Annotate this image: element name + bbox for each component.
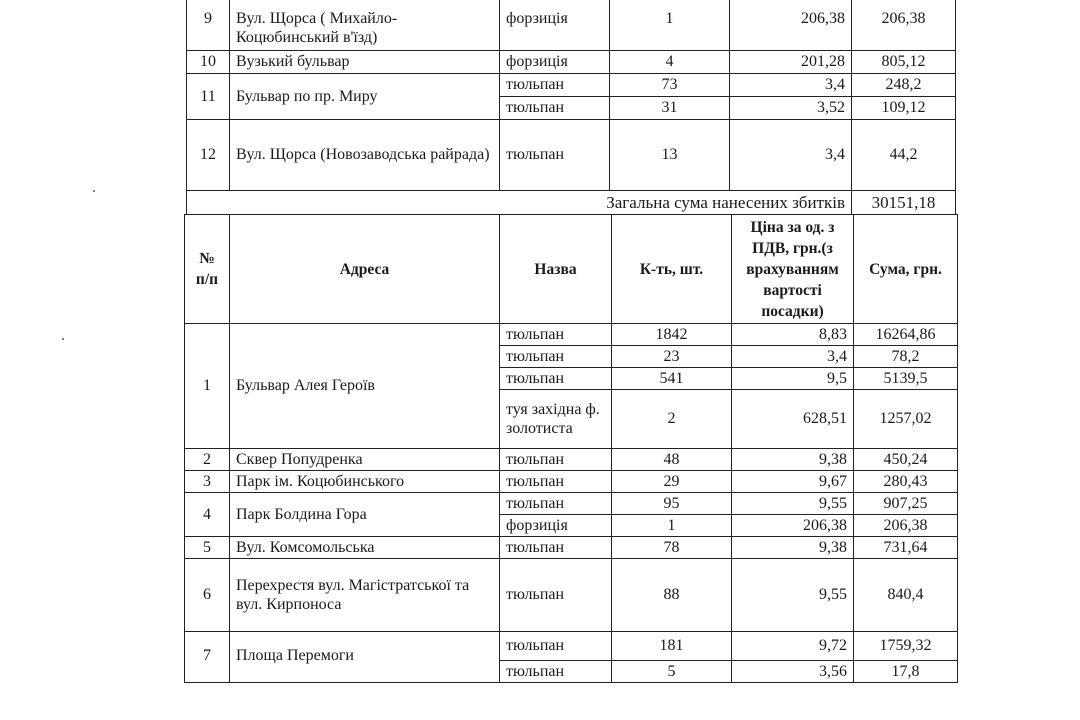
- sum-cell: 44,2: [852, 120, 956, 191]
- sum-cell: 17,8: [854, 661, 958, 683]
- plant-name-cell: тюльпан: [500, 449, 612, 471]
- quantity-cell: 5: [612, 661, 732, 683]
- plant-name-cell: туя західна ф. золотиста: [500, 390, 612, 449]
- price-cell: 3,4: [732, 346, 854, 368]
- row-number: 9: [187, 0, 230, 51]
- price-cell: 9,38: [732, 537, 854, 559]
- price-cell: 206,38: [730, 0, 852, 51]
- quantity-cell: 181: [612, 632, 732, 661]
- total-row: [187, 191, 956, 216]
- quantity-cell: 1: [610, 0, 730, 51]
- plant-name-cell: тюльпан: [500, 97, 610, 120]
- table-row: [185, 559, 958, 632]
- column-header-quantity: К-ть, шт.: [612, 215, 732, 324]
- row-number: 5: [185, 537, 230, 559]
- sum-cell: 907,25: [854, 493, 958, 515]
- price-cell: 3,52: [730, 97, 852, 120]
- quantity-cell: 78: [612, 537, 732, 559]
- plant-name-cell: тюльпан: [500, 120, 610, 191]
- table-row: [185, 632, 958, 661]
- plant-name-cell: тюльпан: [500, 537, 612, 559]
- total-label: Загальна сума нанесених збитків: [187, 191, 852, 216]
- plant-name-cell: тюльпан: [500, 324, 612, 346]
- quantity-cell: 2: [612, 390, 732, 449]
- column-header-name: Назва: [500, 215, 612, 324]
- plant-name-cell: тюльпан: [500, 74, 610, 97]
- quantity-cell: 23: [612, 346, 732, 368]
- table-row: [187, 51, 956, 74]
- address-cell: Вул. Комсомольська: [230, 537, 500, 559]
- row-number: 7: [185, 632, 230, 683]
- plant-name-cell: тюльпан: [500, 368, 612, 390]
- address-cell: Бульвар по пр. Миру: [230, 74, 500, 120]
- row-number: 2: [185, 449, 230, 471]
- address-cell: Вул. Щорса ( Михайло-Коцюбинський в'їзд): [230, 0, 500, 51]
- sum-cell: 206,38: [854, 515, 958, 537]
- table-row: [185, 324, 958, 346]
- plant-name-cell: форзиція: [500, 515, 612, 537]
- price-cell: 9,5: [732, 368, 854, 390]
- sum-cell: 805,12: [852, 51, 956, 74]
- address-cell: Площа Перемоги: [230, 632, 500, 683]
- sum-cell: 109,12: [852, 97, 956, 120]
- plant-name-cell: форзиція: [500, 51, 610, 74]
- damages-table-continued: [186, 0, 956, 215]
- price-cell: 9,72: [732, 632, 854, 661]
- plant-name-cell: тюльпан: [500, 632, 612, 661]
- quantity-cell: 1: [612, 515, 732, 537]
- price-cell: 9,67: [732, 471, 854, 493]
- price-cell: 628,51: [732, 390, 854, 449]
- sum-cell: 280,43: [854, 471, 958, 493]
- table-row: [185, 449, 958, 471]
- row-number: 6: [185, 559, 230, 632]
- sum-cell: 248,2: [852, 74, 956, 97]
- table-row: [185, 537, 958, 559]
- plant-name-cell: тюльпан: [500, 661, 612, 683]
- address-cell: Сквер Попудренка: [230, 449, 500, 471]
- plant-name-cell: форзиція: [500, 0, 610, 51]
- column-header-sum: Сума, грн.: [854, 215, 958, 324]
- plant-name-cell: тюльпан: [500, 346, 612, 368]
- quantity-cell: 13: [610, 120, 730, 191]
- address-cell: Вул. Щорса (Новозаводська райрада): [230, 120, 500, 191]
- quantity-cell: 4: [610, 51, 730, 74]
- price-cell: 206,38: [732, 515, 854, 537]
- price-cell: 3,4: [730, 120, 852, 191]
- address-cell: Парк Болдина Гора: [230, 493, 500, 537]
- sum-cell: 1257,02: [854, 390, 958, 449]
- price-cell: 8,83: [732, 324, 854, 346]
- total-value: 30151,18: [852, 191, 956, 216]
- price-cell: 3,56: [732, 661, 854, 683]
- address-cell: Перехрестя вул. Магістратської та вул. Кирпоноса: [230, 559, 500, 632]
- price-cell: 9,38: [732, 449, 854, 471]
- row-number: 4: [185, 493, 230, 537]
- row-number: 11: [187, 74, 230, 120]
- quantity-cell: 29: [612, 471, 732, 493]
- row-number: 1: [185, 324, 230, 449]
- address-cell: Вузький бульвар: [230, 51, 500, 74]
- table-row: [187, 0, 956, 51]
- quantity-cell: 73: [610, 74, 730, 97]
- quantity-cell: 48: [612, 449, 732, 471]
- sum-cell: 731,64: [854, 537, 958, 559]
- price-cell: 201,28: [730, 51, 852, 74]
- sum-cell: 1759,32: [854, 632, 958, 661]
- plant-name-cell: тюльпан: [500, 493, 612, 515]
- price-cell: 3,4: [730, 74, 852, 97]
- quantity-cell: 95: [612, 493, 732, 515]
- address-cell: Бульвар Алея Героїв: [230, 324, 500, 449]
- sum-cell: 840,4: [854, 559, 958, 632]
- table-row: [185, 471, 958, 493]
- sum-cell: 16264,86: [854, 324, 958, 346]
- quantity-cell: 541: [612, 368, 732, 390]
- table-row: [187, 74, 956, 97]
- row-number: 12: [187, 120, 230, 191]
- sum-cell: 5139,5: [854, 368, 958, 390]
- scan-speck: [93, 190, 95, 192]
- damages-table: [184, 214, 958, 683]
- sum-cell: 78,2: [854, 346, 958, 368]
- table-row: [187, 120, 956, 191]
- plant-name-cell: тюльпан: [500, 471, 612, 493]
- quantity-cell: 31: [610, 97, 730, 120]
- scan-speck: [62, 338, 64, 340]
- address-cell: Парк ім. Коцюбинського: [230, 471, 500, 493]
- price-cell: 9,55: [732, 559, 854, 632]
- table-row: [185, 493, 958, 515]
- column-header-address: Адреса: [230, 215, 500, 324]
- quantity-cell: 88: [612, 559, 732, 632]
- plant-name-cell: тюльпан: [500, 559, 612, 632]
- row-number: 10: [187, 51, 230, 74]
- column-header-number: № п/п: [185, 215, 230, 324]
- price-cell: 9,55: [732, 493, 854, 515]
- table-header-row: [185, 215, 958, 324]
- sum-cell: 206,38: [852, 0, 956, 51]
- sum-cell: 450,24: [854, 449, 958, 471]
- row-number: 3: [185, 471, 230, 493]
- quantity-cell: 1842: [612, 324, 732, 346]
- column-header-price: Ціна за од. з ПДВ, грн.(з врахуванням вартості посадки): [732, 215, 854, 324]
